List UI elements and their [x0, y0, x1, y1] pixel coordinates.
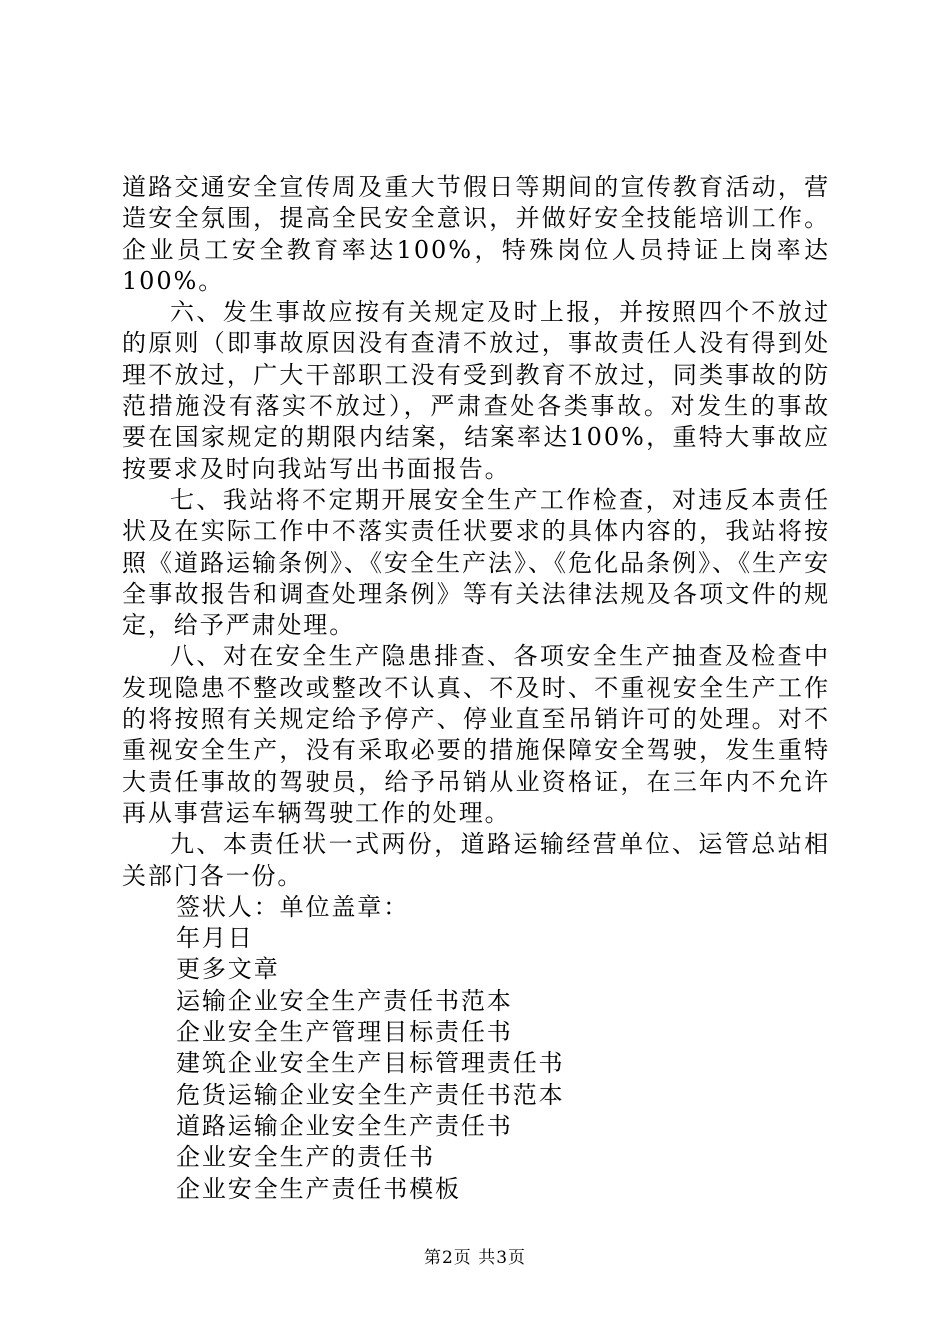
paragraph-six: 六、发生事故应按有关规定及时上报，并按照四个不放过的原则（即事故原因没有查清不放过，事故责任人没有得到处理不放过，广大干部职工没有受到教育不放过，同类事故的防范措施没有落实不放过），严肃查处各类事故。对发生的事故要在国家规定的期限内结案，结案率达100%，重特大事故应按要求及时向我站写出书面报告。 [122, 298, 830, 483]
date-line: 年月日 [176, 924, 254, 953]
related-article-link[interactable]: 运输企业安全生产责任书范本 [176, 986, 513, 1015]
paragraph-continued: 道路交通安全宣传周及重大节假日等期间的宣传教育活动，营造安全氛围，提高全民安全意识，并做好安全技能培训工作。企业员工安全教育率达100%，特殊岗位人员持证上岗率达100%。 [122, 173, 830, 295]
related-article-link[interactable]: 道路运输企业安全生产责任书 [176, 1111, 513, 1140]
related-article-link[interactable]: 建筑企业安全生产目标管理责任书 [176, 1049, 565, 1078]
related-article-link[interactable]: 企业安全生产的责任书 [176, 1143, 435, 1172]
paragraph-seven: 七、我站将不定期开展安全生产工作检查，对违反本责任状及在实际工作中不落实责任状要求的具体内容的，我站将按照《道路运输条例》、《安全生产法》、《危化品条例》、《生产安全事故报告和调查处理条例》等有关法律法规及各项文件的规定，给予严肃处理。 [122, 485, 830, 640]
signature-line: 签状人：单位盖章： [176, 892, 410, 921]
related-article-link[interactable]: 危货运输企业安全生产责任书范本 [176, 1080, 565, 1109]
related-article-link[interactable]: 企业安全生产管理目标责任书 [176, 1018, 513, 1047]
more-articles-heading: 更多文章 [176, 955, 280, 984]
related-article-link[interactable]: 企业安全生产责任书模板 [176, 1174, 461, 1203]
document-body [122, 172, 830, 1205]
page-number-footer: 第2页 共3页 [423, 1248, 527, 1268]
paragraph-eight: 八、对在安全生产隐患排查、各项安全生产抽查及检查中发现隐患不整改或整改不认真、不及时、不重视安全生产工作的将按照有关规定给予停产、停业直至吊销许可的处理。对不重视安全生产，没有采取必要的措施保障安全驾驶，发生重特大责任事故的驾驶员，给予吊销从业资格证，在三年内不允许再从事营运车辆驾驶工作的处理。 [122, 642, 830, 827]
paragraph-nine: 九、本责任状一式两份，道路运输经营单位、运管总站相关部门各一份。 [122, 830, 830, 890]
